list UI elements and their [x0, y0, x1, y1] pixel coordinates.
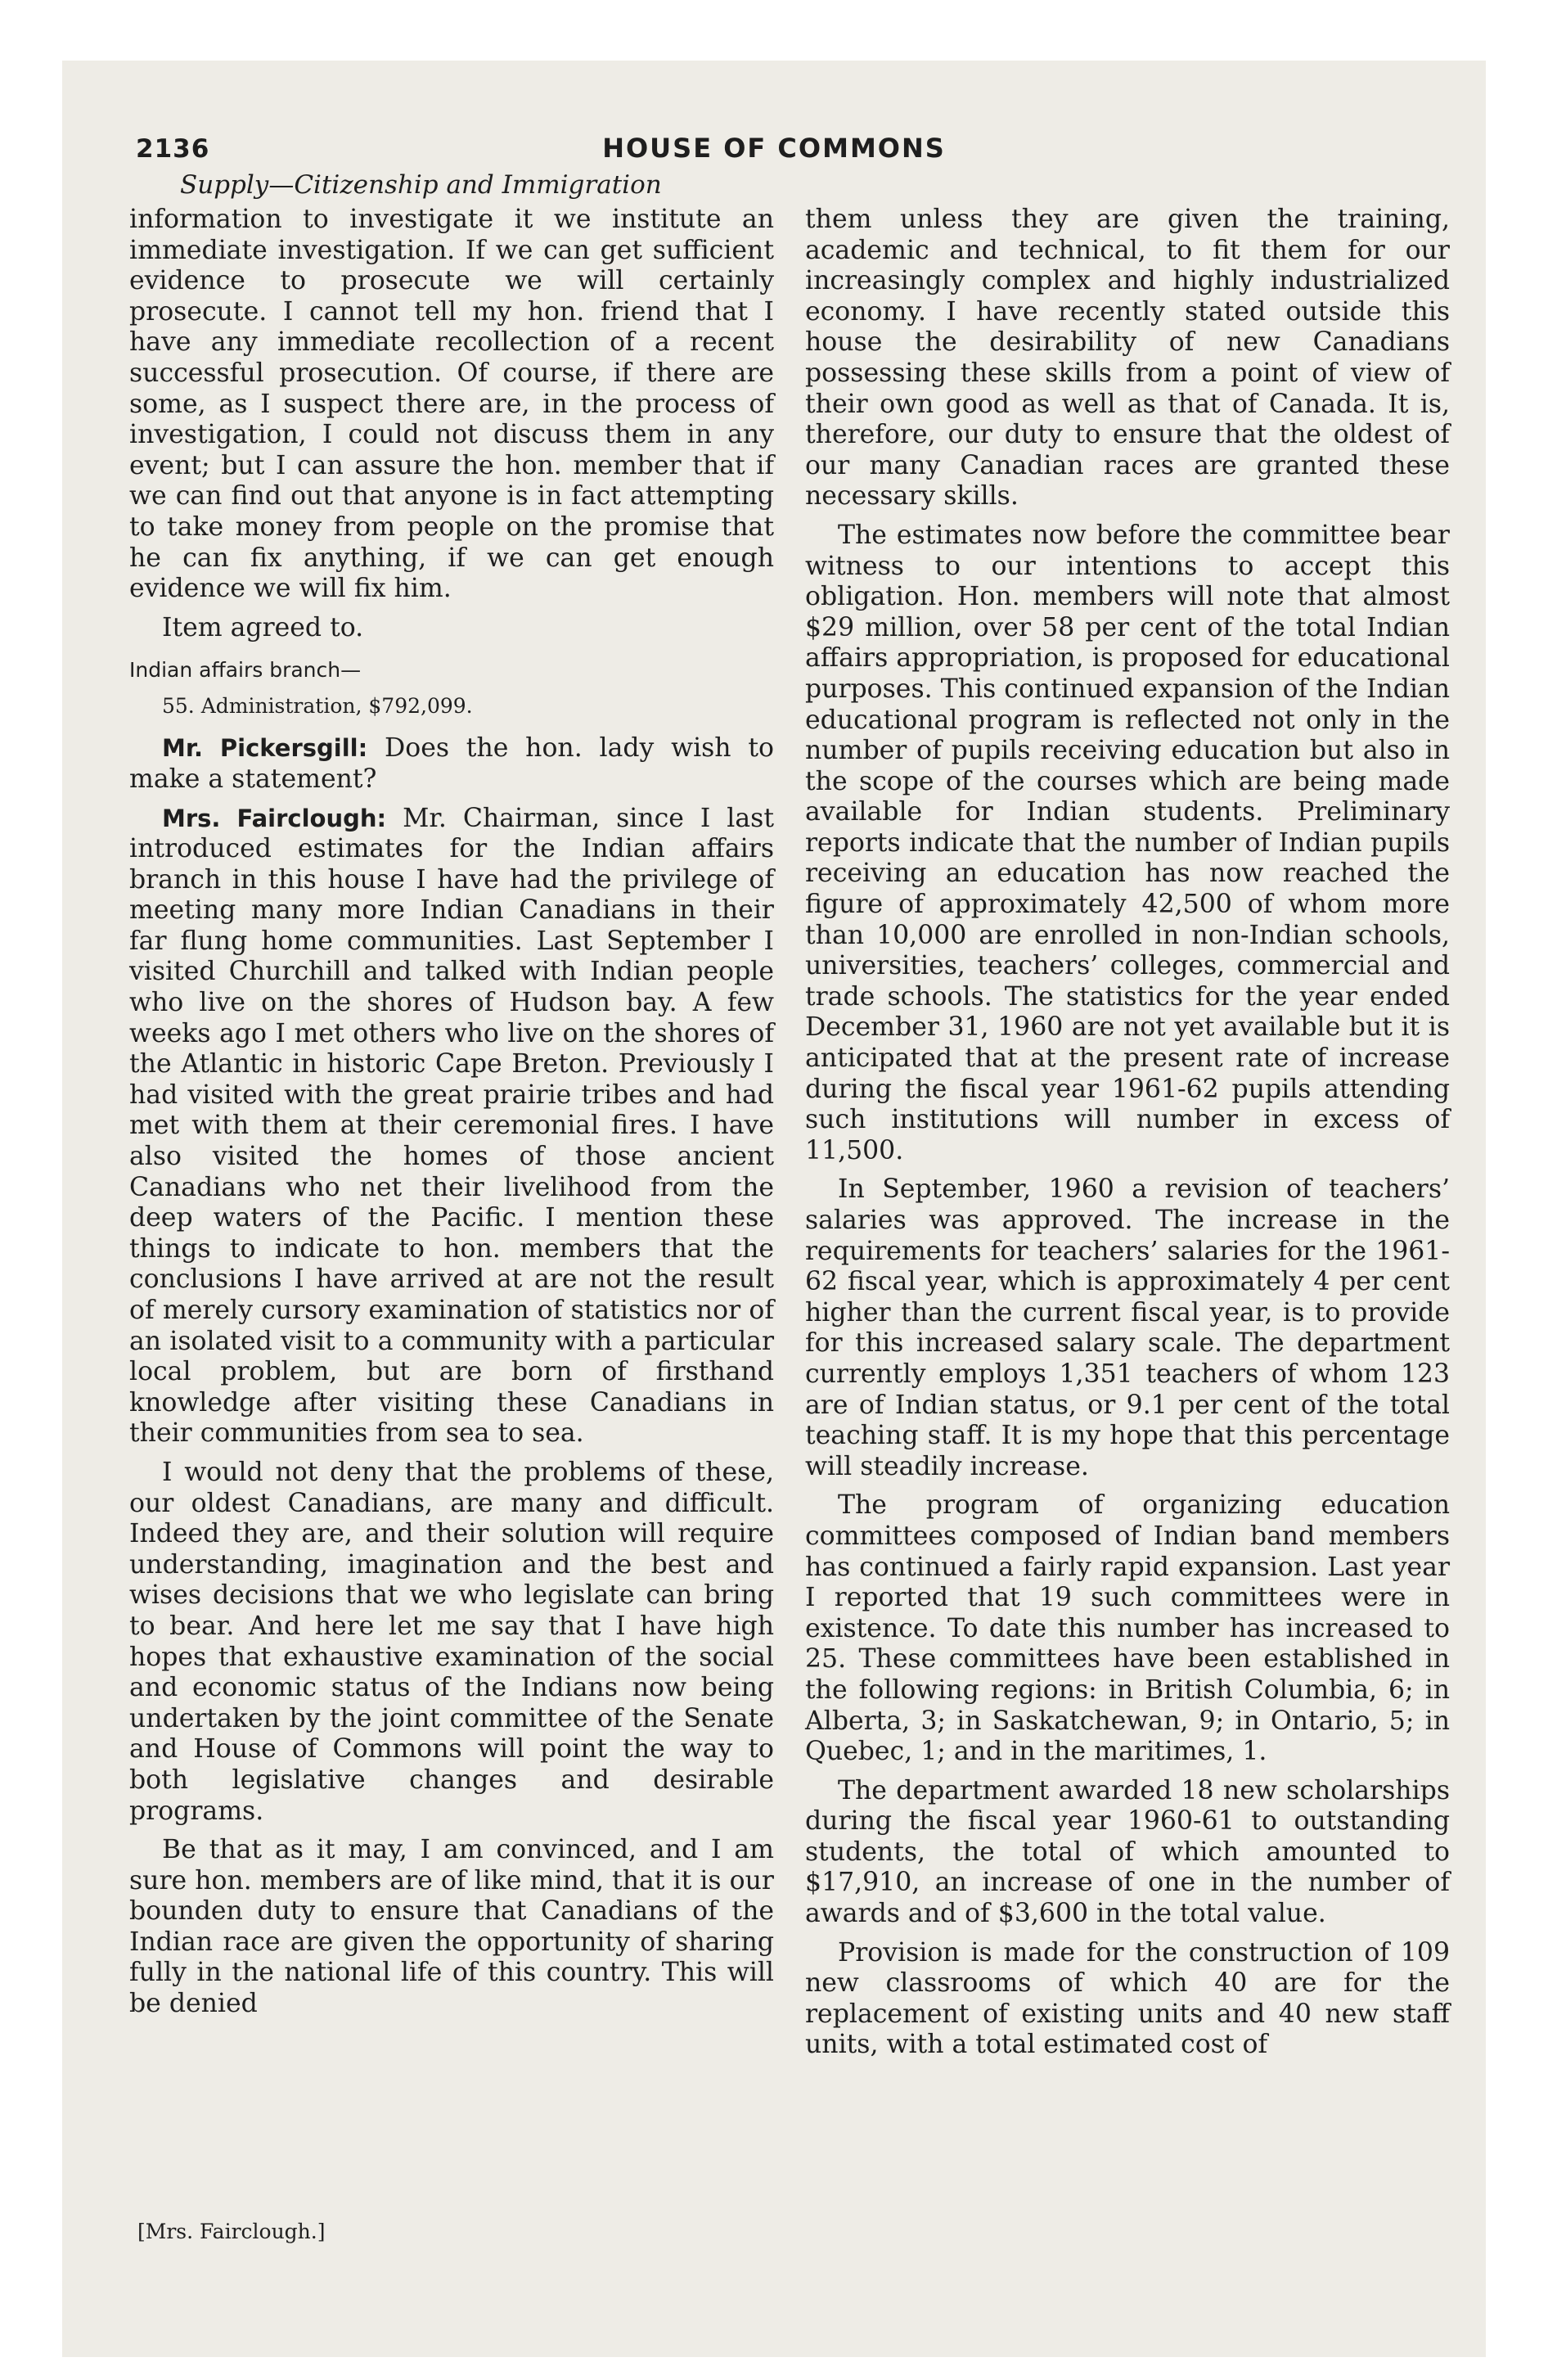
- section-subtitle: Supply—Citizenship and Immigration: [180, 170, 662, 200]
- item-agreed: Item agreed to.: [162, 612, 364, 642]
- paragraph: The estimates now before the committee bear witness to our intentions to accept this obligation. Hon. members will note that almost $29 million, over 58 per cent of the total Indian affairs appropriation, is proposed for educational purposes. This continued expansion of the Indian educational program is reflected not only in the number of pupils receiving education but also in the scope of the courses which are being made available for Indian students. Preliminary reports indicate that the number of Indian pupils receiving an education has now reached the figure of approximately 42,500 of whom more than 10,000 are enrolled in non-Indian schools, universities, teachers’ colleges, commercial and trade schools. The statistics for the year ended December 31, 1960 are not yet available but it is anticipated that at the present rate of increase during the fiscal year 1961-62 pupils attending such institutions will number in excess of 11,500.: [805, 520, 1450, 1165]
- speech-text: Does the hon. lady wish to make a statement?: [129, 733, 774, 794]
- paragraph: Be that as it may, I am convinced, and I am sure hon. members are of like mind, that it is our bounden duty to ensure that Canadians of the Indian race are given the opportunity of sharing fully in the national life of this country. This will be denied: [129, 1835, 774, 2019]
- paragraph: Provision is made for the construction of 109 new classrooms of which 40 are for the replacement of existing units and 40 new staff units, with a total estimated cost of: [805, 1937, 1450, 2060]
- speech: [129, 733, 774, 795]
- paragraph: The department awarded 18 new scholarships during the fiscal year 1960-61 to outstanding students, the total of which amounted to $17,910, an increase of one in the number of awards and of $3,600 in the total value.: [805, 1775, 1450, 1929]
- right-column: [805, 205, 1450, 2069]
- running-title: HOUSE OF COMMONS: [602, 133, 946, 164]
- paragraph: them unless they are given the training, academic and technical, to fit them for our increasingly complex and highly industrialized economy. I have recently stated outside this house the desirability of new Canadians possessing these skills from a point of view of their own good as well as that of Canada. It is, therefore, our duty to ensure that the oldest of our many Canadian races are granted these necessary skills.: [805, 205, 1450, 512]
- branch-heading: Indian affairs branch—: [129, 658, 362, 683]
- paragraph: I would not deny that the problems of these, our oldest Canadians, are many and difficult. Indeed they are, and their solution will require understanding, imagination and the best and wises decisions that we who legislate can bring to bear. And here let me say that I have high hopes that exhaustive examination of the social and economic status of the Indians now being undertaken by the joint committee of the Senate and House of Commons will point the way to both legislative changes and desirable programs.: [129, 1457, 774, 1826]
- speaker-name: Mr. Pickersgill:: [162, 734, 368, 763]
- paragraph: In September, 1960 a revision of teachers’ salaries was approved. The increase in the requirements for teachers’ salaries for the 1961-62 fiscal year, which is approximately 4 per cent higher than the current fiscal year, is to provide for this increased salary scale. The department currently employs 1,351 teachers of whom 123 are of Indian status, or 9.1 per cent of the total teaching staff. It is my hope that this percentage will steadily increase.: [805, 1174, 1450, 1481]
- speaker-footer: [Mrs. Fairclough.]: [137, 2220, 326, 2243]
- paragraph: information to investigate it we institute an immediate investigation. If we can get sufficient evidence to prosecute we will certainly prosecute. I cannot tell my hon. friend that I have any immediate recollection of a recent successful prosecution. Of course, if there are some, as I suspect there are, in the process of investigation, I could not discuss them in any event; but I can assure the hon. member that if we can find out that anyone is in fact attempting to take money from people on the promise that he can fix anything, if we can get enough evidence we will fix him.: [129, 205, 774, 604]
- vote-item: 55. Administration, $792,099.: [162, 694, 473, 719]
- speech-text: Mr. Chairman, since I last introduced estimates for the Indian affairs branch in this house I have had the privilege of meeting many more Indian Canadians in their far flung home communities. Last September I visited Churchill and talked with Indian people who live on the shores of Hudson bay. A few weeks ago I met others who live on the shores of the Atlantic in historic Cape Breton. Previously I had visited with the great prairie tribes and had met with them at their ceremonial fires. I have also visited the homes of those ancient Canadians who net their livelihood from the deep waters of the Pacific. I mention these things to indicate to hon. members that the conclusions I have arrived at are not the result of merely cursory examination of statistics nor of an isolated visit to a community with a particular local problem, but are born of firsthand knowledge after visiting these Canadians in their communities from sea to sea.: [129, 803, 774, 1449]
- speech: [129, 804, 774, 1449]
- speaker-name: Mrs. Fairclough:: [162, 804, 387, 832]
- paragraph: The program of organizing education committees composed of Indian band members has continued a fairly rapid expansion. Last year I reported that 19 such committees were in existence. To date this number has increased to 25. These committees have been established in the following regions: in British Columbia, 6; in Alberta, 3; in Saskatchewan, 9; in Ontario, 5; in Quebec, 1; and in the maritimes, 1.: [805, 1490, 1450, 1767]
- page-number: 2136: [136, 134, 210, 164]
- left-column: [129, 205, 774, 2028]
